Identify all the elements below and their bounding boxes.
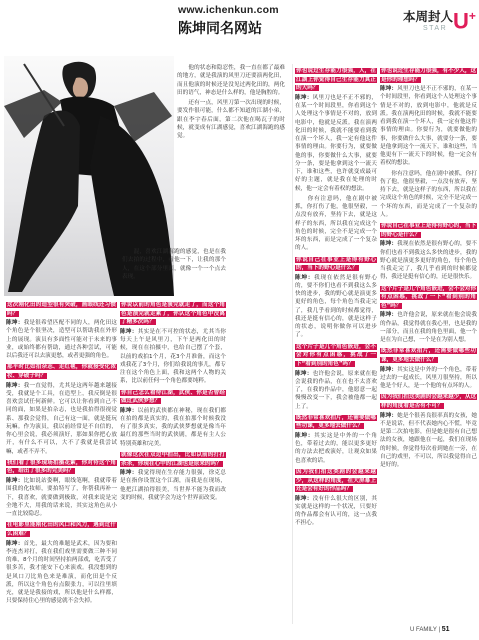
question-heading: 我们看了很多现场拍摄花絮，你对待这个角色，给出了很多的完美吗？: [7, 459, 116, 475]
question-heading: 你也说过生存能力很强，有不少人，这是你的理想吗？: [381, 68, 477, 83]
magazine-brand: [403, 4, 477, 38]
question-heading: 这个片子是几个角色嵌进，会不会对你有点困惑，挑战了一下“看到别的角色”吗？: [381, 285, 477, 309]
page-number: 51: [441, 626, 450, 633]
question-heading: 在电影里能刚化田的风口和风力，遇到过什么困难？: [7, 522, 116, 537]
answer-paragraph: 陈坤：我现在依然是很有野心的，要不你们也看不到我这么多快的进步，我的野心就是演更多更好的角色，每个角色当我走完了，我几乎看到的时候都觉得，我还是挺有信心的，就是这样子的状态，说明你做你可以进步了。: [295, 274, 377, 339]
question-heading: 因为我们拍这类剧的会越来越少，从这样的角度，在大屏幕上还是会有好的作品吗？: [296, 468, 376, 493]
answer-paragraph: 陈坤：风里刀也是不正不邪的，在某一个时间段里，你看到这个人处理这个事情是不对的，放到电影中，他就是反派。我在演两化田的时候，我就不能要看到我在演一个坏人，我一定有他这件事情的理由。你要行为，就要做他的事，你要做什么大事，就要分一条，要是他拿到这个一流天下，谁和这些，也许就变成最可好的主题，就是我在处理的时候，他一定会有着权的想法。: [295, 94, 377, 192]
brand-en: STAR: [423, 25, 448, 32]
body-paragraph: 你有注意吗，他在剧中被抓，你打伤了他，他很坚毅，一点没有放弃，坚持下去，就是这样子的东西，所以我在完成这个角色的时候，完全不是完成一个坏的东西，而是完成了一个复杂的人。: [380, 170, 477, 218]
footer-brand: U FAMILY: [410, 627, 437, 633]
brand-cn: 本周封人: [403, 9, 454, 24]
answer-paragraph: 陈坤：她是个很善良很率真的女孩，她不是说话，但不代表她内心不慌，毕竟是第二次拍电影，但是她是很有自己想法的女孩，她跟他在一起，我们在现场的时候，你觉得每次看到她在一旁，在自己的戏里，不可以，所以我觉得自己是好的。: [380, 412, 477, 469]
question-heading: 你说自己在事业上是得有野心的，当下的野心是什么？: [381, 223, 477, 238]
article-column-middle: [120, 298, 226, 504]
answer-paragraph: 陈坤：其实这是中外的一个角色，带着过去的，能以更多更好的方法去把戏演好，让观众如果也喜欢的话。: [295, 432, 377, 464]
answer-paragraph: 陈坤：其实是在不可控的状态，尤其当你每天上午是风里刀，下午是两化田的时候，现在在拍摄中，也给自己摆了个套，以前的戏拍1个月，花3个月准备，而这个戏我花了3个月，你们给我说的事儿，都专注在这个角色上面，我和这两个人物的关系，比以前任何一个角色都要纯粹。: [120, 328, 226, 385]
question-heading: 这次刚化田的造型很有突破，画眼线还习惯吗？: [7, 302, 116, 317]
answer-paragraph: 陈坤：我是很希望匹配不同的人，两化田这个角色是个很坚决，造型可以帮助我在外形上的展现。演员有多面性可能对于未来的事业，或始终都有帮助，通过各种尝试，可能以后我还可以去演更愁，或者更强的角色。: [6, 320, 117, 360]
body-paragraph: 他的状态和隐忍性，我一直在都了最难的地方，就是我演的风里刀还要演两化田，而且他演的时候还是没见过两化田的，两化田的语气，神态是什么样的，他是胸腔的。: [177, 65, 285, 96]
answer-paragraph: 陈坤：我现在依然是很有野心的，要不你们也看不到我这么多快的进步，我的野心就是演更多更好的角色，每个角色当我走完了，我几乎看到的时候都觉得，我还是挺有信心的，还是很快乐。: [380, 241, 477, 281]
body-paragraph: 你有注意吗，他在剧中被抓，你打伤了他，他很坚毅，一点没有放弃，坚持下去，就是这样子的东西，所以我在完成这个角色的时候，完全不是完成一个坏的东西，而是完成了一个复杂的人。: [295, 195, 377, 252]
answer-paragraph: 陈坤：我一直觉得，尤其是这两年越来越接受，我就是个工具，在造型上，我反倒是很喜欢尝试任何新鲜。它可以让你看到自己不同的面，如果是拍杂志，也是我拍得很视觉系、那我会觉得，自己有这一面，就是挺玩玩嘛。作为演员，我以前经常是不自信的，你心里会说，我必须演好，那如果你把心放开，有什么不可以，大不了我就是我尝试嘛，或者不弄不。: [6, 382, 117, 455]
page-footer: U FAMILY | 51: [410, 626, 450, 633]
column-divider: [292, 64, 293, 624]
answer-paragraph: 陈坤：也许他会说，原来就在他会说我的作品，在在也不太喜欢了，在我的作品中，他愿意一起慢慢改变一下，我会被他都一起上了。: [295, 370, 377, 410]
site-url: www.ichenkun.com: [178, 4, 279, 16]
question-heading: 因为我们拍这类剧的会越来越少，从这样的角度看是否有不可？: [381, 394, 477, 409]
question-heading: 你自己怎么看待江湖，武侠、你是否曾经做过武侠梦想？: [121, 389, 225, 405]
answer-paragraph: 陈坤：以前的武侠都在神秘，现在我们都在拍的都是真实的，我在拍那个时候我没有了很多真实，我的武侠梦想就是像当年最红的那些当时的武侠剧，都是有主人公特别英雄和完美。: [120, 407, 226, 447]
article-column-center-right: [295, 64, 377, 530]
question-heading: 既然非常喜欢拍片，还需要做哪些功课，更多地去做什么？: [381, 348, 476, 363]
answer-paragraph: 陈坤：比如说站姿啊，眼线笔啊，我就带着围我的化妆师，要拍特写了，你帮我再补一下，我喜欢，就要做到极致，对我来说是完全地不大，用我的话来说，其实这角色从小一直比较隐忍。: [6, 478, 117, 518]
question-heading: 既然非常喜欢拍片，还需要做哪些功课，更多地去做什么？: [296, 414, 376, 430]
question-heading: 这个片子是几个角色嵌进，会不会对你有点困惑，挑战了一下“看到别的角色”吗？: [296, 343, 376, 367]
question-heading: 就像这次在双边中拍出，比如以前的打打杀杀，你现在心中的江湖也是原来的吗？: [121, 451, 225, 467]
body-paragraph: 还有一点，风里刀第一次出现的时候，要发作很可能，什么都不知道的江湖小弟，跟在李宇春后面，第二次他在喝瓦子的时候，就变成有江湖感觉，喜欢江湖海跑的感觉。: [177, 100, 285, 139]
page-title: 陈坤同名网站: [178, 21, 262, 37]
answer-paragraph: 陈坤：其实这是中外的一个角色，带着过去的一起成长，风里刀很坚持，所以他是个好人，是一个他的有点坏的人。: [380, 366, 477, 390]
answer-paragraph: 陈坤：没有什么很大的区别，其实就是这样的一个状况，只要好的作品都会有认可的，这一点我不担心。: [295, 495, 377, 527]
article-column-right: [380, 64, 477, 471]
brand-u-logo: U+: [453, 8, 476, 34]
article-column-top-middle: [177, 64, 285, 142]
answer-paragraph: 陈坤：也许他会说，原来就在他会说我的作品，我觉得就在我心里，也是我的一部分，而且在我的角色里面，他一个是在为自己想，一个是在为别人想。: [380, 312, 477, 344]
answer-paragraph: 陈坤：风里刀也是不正不邪的，在某一个时间段里，你看到这个人处理这个事情是不对的，放到电影中，他就是反派。我在演两化田的时候，我就不能要看到我在演一个坏人，我一定有他这件事情的理由。你要行为，就要做他的事，你要做什么大事，就要分一条，要是他拿到这个一流天下，谁和这些，当他更有下一流天下的时候，他一定会有着权的想法。: [380, 86, 477, 167]
article-column-left: [6, 298, 117, 608]
question-heading: 那平时比如拍杂志、走红毯，你就接受化浓妆、穿破子吗？: [7, 364, 116, 380]
answer-paragraph: 陈坤：首先，最大的难题是武术，因为要和李连杰对打，我在我们戏里需要做三种不同的难，8个月的时间坚持拍两部戏，吃苦受了很多苦，我才能安下心来演戏。我没想到的是风口刀比角色来是难演，而化田是个反派，所以这个角色有点限张力，可以往里填充，就是是我接的戏，所以他是什么样都，只要保持住心里的感觉就不会失掉。: [6, 540, 117, 605]
question-heading: 你说以前的角色是演完就走了，而这个角色是演完就走累了，你认这个角色中没离了精多次吗？: [121, 302, 225, 326]
question-heading: 你说自己在事业上是得有野心的，当下的野心是什么？: [296, 256, 376, 272]
body-paragraph: 混，喜欢江湖海跑的感觉，也是在我们去拍的过程中，看他一下，让我的那个人，在这个部分里面，就像一个一个点去表现。: [122, 249, 226, 280]
article-column-mid-snippet: [122, 248, 226, 283]
answer-paragraph: 陈坤：我觉得现在生存能力很强，徐克总是在指你设置这个江湖，而我是在现场，他把江湖拍得很美，当世界不能为我而改变的时候，我就学会为这个世界而改变。: [120, 470, 226, 501]
question-heading: 你也说过生存能力很强，人，在江湖上你觉得自己生存能力真正的大吗？: [296, 68, 376, 92]
